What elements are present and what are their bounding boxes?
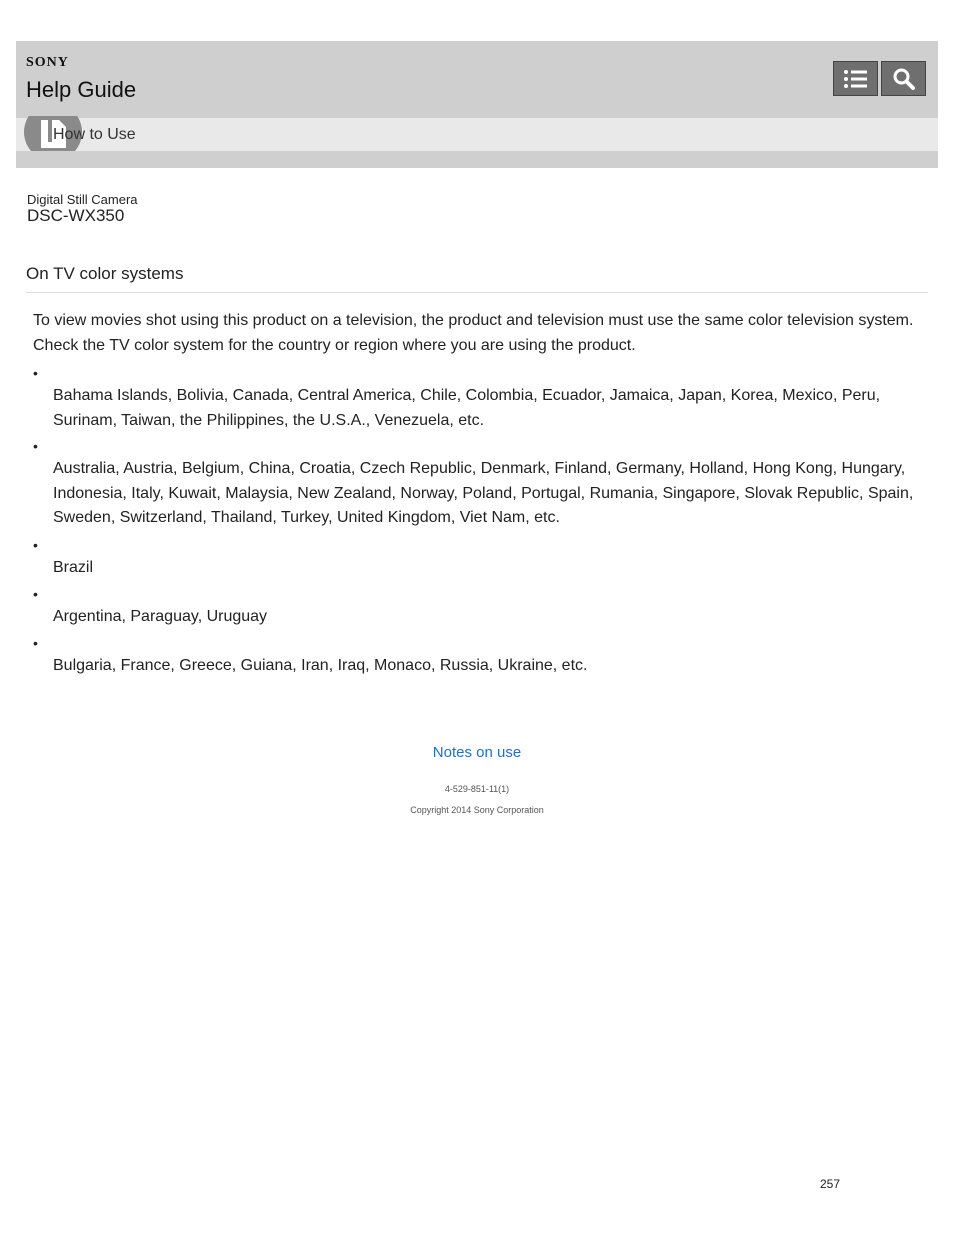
search-icon [892, 67, 916, 91]
breadcrumb-how-to-use[interactable]: How to Use [53, 126, 136, 143]
bullet-marker: • [33, 365, 38, 381]
product-type: Digital Still Camera [27, 192, 138, 207]
list-icon [843, 68, 869, 90]
country-list: Brazil [53, 559, 94, 576]
country-list: Australia, Austria, Belgium, China, Croatia, Czech Republic, Denmark, Finland, Germany, Holland, Hong Kong, Hungary, Indonesia, Italy, Kuwait, Malaysia, New Zealand, Norway, Poland, Portugal, Rumania, Singapore, Slovak Republic, Spain, Sweden, Switzerland, Thailand, Turkey, United Kingdom, Viet Nam, etc. [53, 460, 914, 526]
toc-button[interactable] [833, 61, 878, 96]
country-list: Bulgaria, France, Greece, Guiana, Iran, Iraq, Monaco, Russia, Ukraine, etc. [53, 657, 588, 674]
country-list: Argentina, Paraguay, Uruguay [53, 608, 268, 625]
bullet-marker: • [33, 438, 38, 454]
copyright: Copyright 2014 Sony Corporation [410, 805, 544, 815]
title-divider [26, 292, 928, 293]
bullet-marker: • [33, 586, 38, 602]
header-bar [16, 41, 938, 118]
sony-logo: SONY [26, 55, 69, 70]
document-number: 4-529-851-11(1) [444, 784, 510, 794]
search-button[interactable] [881, 61, 926, 96]
breadcrumb [16, 118, 938, 151]
intro-paragraph: To view movies shot using this product on a television, the product and television must use the same color television system. Check the TV color system for the country or region where you are using the product. [33, 312, 914, 354]
country-list: Bahama Islands, Bolivia, Canada, Central America, Chile, Colombia, Ecuador, Jamaica, Japan, Korea, Mexico, Peru, Surinam, Taiwan, the Philippines, the U.S.A., Venezuela, etc. [53, 387, 881, 429]
page-number: 257 [820, 1177, 841, 1191]
breadcrumb-subbar [16, 151, 938, 168]
notes-on-use-link[interactable]: Notes on use [432, 744, 522, 761]
product-model: DSC-WX350 [27, 206, 125, 225]
page-title: On TV color systems [26, 264, 184, 283]
bullet-marker: • [33, 635, 38, 651]
bullet-marker: • [33, 537, 38, 553]
help-guide-title: Help Guide [26, 77, 137, 102]
